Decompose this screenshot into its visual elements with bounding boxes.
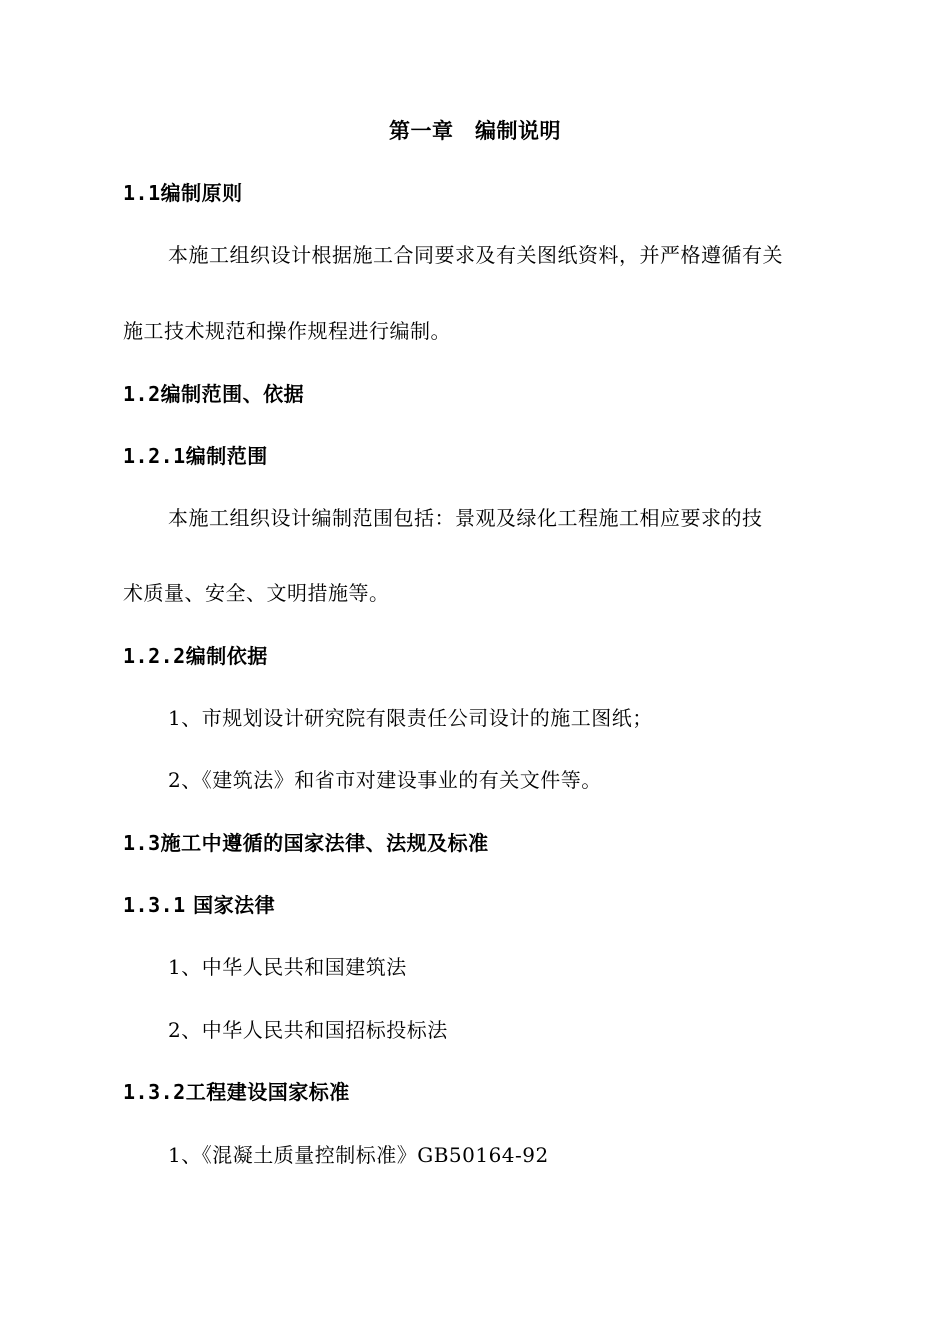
section-number: 1.2.2 xyxy=(123,644,186,668)
list-item: 1、《混凝土质量控制标准》GB50164-92 xyxy=(168,1143,549,1167)
section-title: 编制范围 xyxy=(185,444,268,468)
paragraph-line: 本施工组织设计编制范围包括：景观及绿化工程施工相应要求的技 xyxy=(168,506,763,530)
section-heading-1-3 xyxy=(123,831,489,855)
section-heading-1-1 xyxy=(123,181,243,205)
section-heading-1-2-2 xyxy=(123,644,268,668)
section-heading-1-3-2 xyxy=(123,1080,350,1104)
section-number: 1.3 xyxy=(123,831,161,855)
section-number: 1.1 xyxy=(123,181,161,205)
list-item: 2、中华人民共和国招标投标法 xyxy=(168,1018,448,1042)
section-heading-1-2 xyxy=(123,382,304,406)
section-title: 编制依据 xyxy=(185,644,268,668)
paragraph-line: 施工技术规范和操作规程进行编制。 xyxy=(123,319,451,343)
section-heading-1-2-1 xyxy=(123,444,268,468)
chapter-title: 第一章 编制说明 xyxy=(389,119,561,143)
section-title: 国家法律 xyxy=(185,893,276,917)
paragraph-line: 本施工组织设计根据施工合同要求及有关图纸资料，并严格遵循有关 xyxy=(168,243,783,267)
section-number: 1.3.2 xyxy=(123,1080,186,1104)
section-number: 1.3.1 xyxy=(123,893,186,917)
section-title: 工程建设国家标准 xyxy=(185,1080,350,1104)
section-number: 1.2 xyxy=(123,382,161,406)
list-item: 2、《建筑法》和省市对建设事业的有关文件等。 xyxy=(168,768,602,792)
section-title: 施工中遵循的国家法律、法规及标准 xyxy=(160,831,489,855)
paragraph-line: 术质量、安全、文明措施等。 xyxy=(123,581,390,605)
list-item: 1、市规划设计研究院有限责任公司设计的施工图纸； xyxy=(168,706,653,730)
section-heading-1-3-1 xyxy=(123,893,275,917)
section-title: 编制原则 xyxy=(160,181,243,205)
section-number: 1.2.1 xyxy=(123,444,186,468)
list-item: 1、中华人民共和国建筑法 xyxy=(168,955,407,979)
section-title: 编制范围、依据 xyxy=(160,382,305,406)
